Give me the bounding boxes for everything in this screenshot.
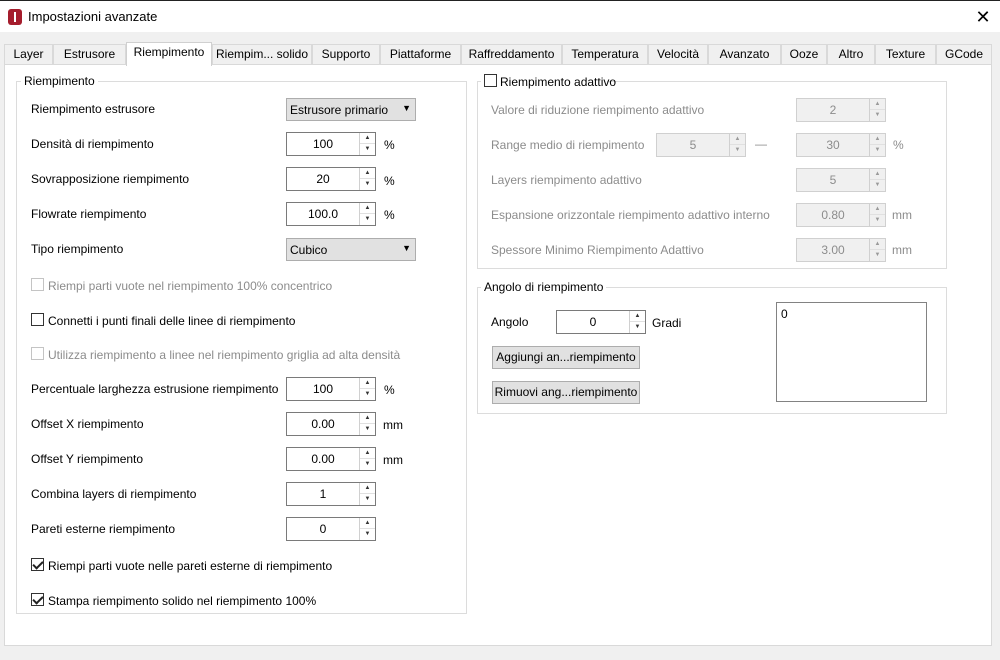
tab-piattaforme[interactable]: Piattaforme: [380, 44, 461, 65]
extrusion-width-spinbox[interactable]: [286, 377, 376, 401]
solid-infill-checkbox[interactable]: [31, 593, 44, 606]
infill-type-label: Tipo riempimento: [31, 242, 124, 256]
extrusion-width-unit: %: [384, 383, 395, 397]
offset-x-label: Offset X riempimento: [31, 417, 144, 431]
density-value: 100: [312, 137, 334, 151]
fill-gaps-checkbox[interactable]: [31, 558, 44, 571]
tab-altro[interactable]: Altro: [827, 44, 875, 65]
spin-down-icon[interactable]: ▼: [874, 217, 881, 223]
expansion-unit: mm: [892, 208, 912, 222]
spin-up-icon[interactable]: ▲: [630, 311, 645, 322]
tab-texture[interactable]: Texture: [875, 44, 936, 65]
add-angle-button[interactable]: Aggiungi an...riempimento: [492, 346, 640, 369]
angle-spinbox[interactable]: [556, 310, 646, 334]
solid-infill-label: Stampa riempimento solido nel riempimento 100%: [48, 594, 317, 608]
offset-y-spinbox[interactable]: [286, 447, 376, 471]
overlap-label: Sovrapposizione riempimento: [31, 172, 190, 186]
spin-down-icon[interactable]: ▼: [364, 181, 371, 187]
range-label: Range medio di riempimento: [491, 138, 645, 152]
min-thickness-label: Spessore Minimo Riempimento Adattivo: [491, 243, 704, 257]
tab-layer[interactable]: Layer: [4, 44, 53, 65]
extrusion-width-label: Percentuale larghezza estrusione riempimento: [31, 382, 279, 396]
spin-down-icon[interactable]: ▼: [874, 147, 881, 153]
spin-up-icon[interactable]: ▲: [730, 134, 745, 145]
offset-y-label: Offset Y riempimento: [31, 452, 144, 466]
spin-up-icon[interactable]: ▲: [870, 239, 885, 250]
extruder-label: Riempimento estrusore: [31, 102, 156, 116]
lines-infill-checkbox[interactable]: [31, 347, 44, 360]
density-spinbox[interactable]: [286, 132, 376, 156]
spin-down-icon[interactable]: ▼: [874, 182, 881, 188]
fill-gaps-label: Riempi parti vuote nelle pareti esterne di riempimento: [48, 559, 333, 573]
overlap-value: 20: [316, 172, 330, 186]
angle-list[interactable]: [776, 302, 927, 402]
density-unit: %: [384, 138, 395, 152]
spin-down-icon[interactable]: ▼: [364, 531, 371, 537]
spin-up-icon[interactable]: ▲: [360, 203, 375, 214]
offset-x-spinbox[interactable]: [286, 412, 376, 436]
offset-x-unit: mm: [383, 418, 403, 432]
tab-velocita[interactable]: Velocità: [648, 44, 708, 65]
infill-group-title: Riempimento: [21, 74, 98, 88]
flowrate-label: Flowrate riempimento: [31, 207, 147, 221]
spin-down-icon[interactable]: ▼: [364, 461, 371, 467]
spin-up-icon[interactable]: ▲: [360, 413, 375, 424]
overlap-unit: %: [384, 174, 395, 188]
min-thickness-value: 3.00: [821, 243, 845, 257]
adaptive-title: Riempimento adattivo: [500, 75, 617, 89]
expansion-value: 0.80: [821, 208, 845, 222]
angle-value: 0: [589, 315, 597, 329]
tab-bar: [4, 42, 992, 65]
spin-up-icon[interactable]: ▲: [360, 168, 375, 179]
infill-type-value: Cubico: [290, 243, 328, 257]
tab-estrusore[interactable]: Estrusore: [53, 44, 126, 65]
extruder-select-value: Estrusore primario: [290, 103, 389, 117]
adaptive-layers-label: Layers riempimento adattivo: [491, 173, 642, 187]
range-max-value: 30: [826, 138, 840, 152]
tab-supporto[interactable]: Supporto: [312, 44, 380, 65]
adaptive-layers-value: 5: [829, 173, 837, 187]
infill-type-select[interactable]: [286, 238, 416, 261]
flowrate-spinbox[interactable]: [286, 202, 376, 226]
angle-group-title: Angolo di riempimento: [481, 280, 606, 294]
spin-up-icon[interactable]: ▲: [870, 204, 885, 215]
min-thickness-unit: mm: [892, 243, 912, 257]
app-icon: [8, 9, 22, 25]
spin-down-icon[interactable]: ▼: [874, 112, 881, 118]
range-min-value: 5: [689, 138, 697, 152]
flowrate-unit: %: [384, 208, 395, 222]
spin-down-icon[interactable]: ▼: [364, 391, 371, 397]
list-item[interactable]: 0: [781, 307, 788, 321]
offset-x-value: 0.00: [311, 417, 335, 431]
chevron-down-icon: ▼: [402, 103, 411, 113]
tab-raffreddamento[interactable]: Raffreddamento: [461, 44, 562, 65]
overlap-spinbox[interactable]: [286, 167, 376, 191]
spin-down-icon[interactable]: ▼: [364, 216, 371, 222]
tab-avanzato[interactable]: Avanzato: [708, 44, 781, 65]
spin-down-icon[interactable]: ▼: [364, 426, 371, 432]
range-unit: %: [893, 138, 904, 152]
density-label: Densità di riempimento: [31, 137, 154, 151]
connect-lines-checkbox[interactable]: [31, 313, 44, 326]
spin-up-icon[interactable]: ▲: [360, 448, 375, 459]
combine-layers-value: 1: [319, 487, 327, 501]
outer-walls-label: Pareti esterne riempimento: [31, 522, 176, 536]
combine-layers-spinbox[interactable]: [286, 482, 376, 506]
range-min-spinbox[interactable]: [656, 133, 746, 157]
min-thickness-spinbox[interactable]: [796, 238, 886, 262]
expansion-label: Espansione orizzontale riempimento adattivo interno: [491, 208, 770, 222]
spin-down-icon[interactable]: ▼: [634, 324, 641, 330]
flowrate-value: 100.0: [307, 207, 339, 221]
spin-down-icon[interactable]: ▼: [364, 496, 371, 502]
window-title: Impostazioni avanzate: [28, 9, 158, 24]
lines-infill-label: Utilizza riempimento a linee nel riempimento griglia ad alta densità: [48, 348, 401, 362]
range-max-spinbox[interactable]: [796, 133, 886, 157]
tab-temperatura[interactable]: Temperatura: [562, 44, 648, 65]
adaptive-layers-spinbox[interactable]: [796, 168, 886, 192]
offset-y-value: 0.00: [311, 452, 335, 466]
connect-lines-label: Connetti i punti finali delle linee di riempimento: [48, 314, 296, 328]
extruder-select[interactable]: [286, 98, 416, 121]
title-bar: [0, 0, 1000, 32]
spin-up-icon[interactable]: ▲: [870, 169, 885, 180]
spin-up-icon[interactable]: ▲: [360, 483, 375, 494]
spin-up-icon[interactable]: ▲: [360, 518, 375, 529]
spin-up-icon[interactable]: ▲: [360, 378, 375, 389]
remove-angle-button[interactable]: Rimuovi ang...riempimento: [492, 381, 640, 404]
concentric-label: Riempi parti vuote nel riempimento 100% concentrico: [48, 279, 333, 293]
close-button[interactable]: ✕: [975, 7, 991, 27]
spin-up-icon[interactable]: ▲: [360, 133, 375, 144]
spin-down-icon[interactable]: ▼: [874, 252, 881, 258]
tab-ooze[interactable]: Ooze: [781, 44, 827, 65]
reduction-spinbox[interactable]: [796, 98, 886, 122]
outer-walls-spinbox[interactable]: [286, 517, 376, 541]
outer-walls-value: 0: [319, 522, 327, 536]
tab-gcode[interactable]: GCode: [936, 44, 992, 65]
spin-up-icon[interactable]: ▲: [870, 134, 885, 145]
expansion-spinbox[interactable]: [796, 203, 886, 227]
adaptive-checkbox[interactable]: [484, 74, 497, 87]
extrusion-width-value: 100: [312, 382, 334, 396]
offset-y-unit: mm: [383, 453, 403, 467]
chevron-down-icon: ▼: [402, 243, 411, 253]
tab-riempimento[interactable]: Riempimento: [126, 42, 212, 66]
concentric-checkbox[interactable]: [31, 278, 44, 291]
angle-unit: Gradi: [652, 316, 682, 330]
tab-riempimento-solido[interactable]: Riempim... solido: [212, 44, 312, 65]
spin-down-icon[interactable]: ▼: [734, 147, 741, 153]
spin-up-icon[interactable]: ▲: [870, 99, 885, 110]
spin-down-icon[interactable]: ▼: [364, 146, 371, 152]
angle-label: Angolo: [491, 315, 529, 329]
reduction-value: 2: [829, 103, 837, 117]
combine-layers-label: Combina layers di riempimento: [31, 487, 197, 501]
reduction-label: Valore di riduzione riempimento adattivo: [491, 103, 705, 117]
range-separator: —: [755, 137, 767, 151]
